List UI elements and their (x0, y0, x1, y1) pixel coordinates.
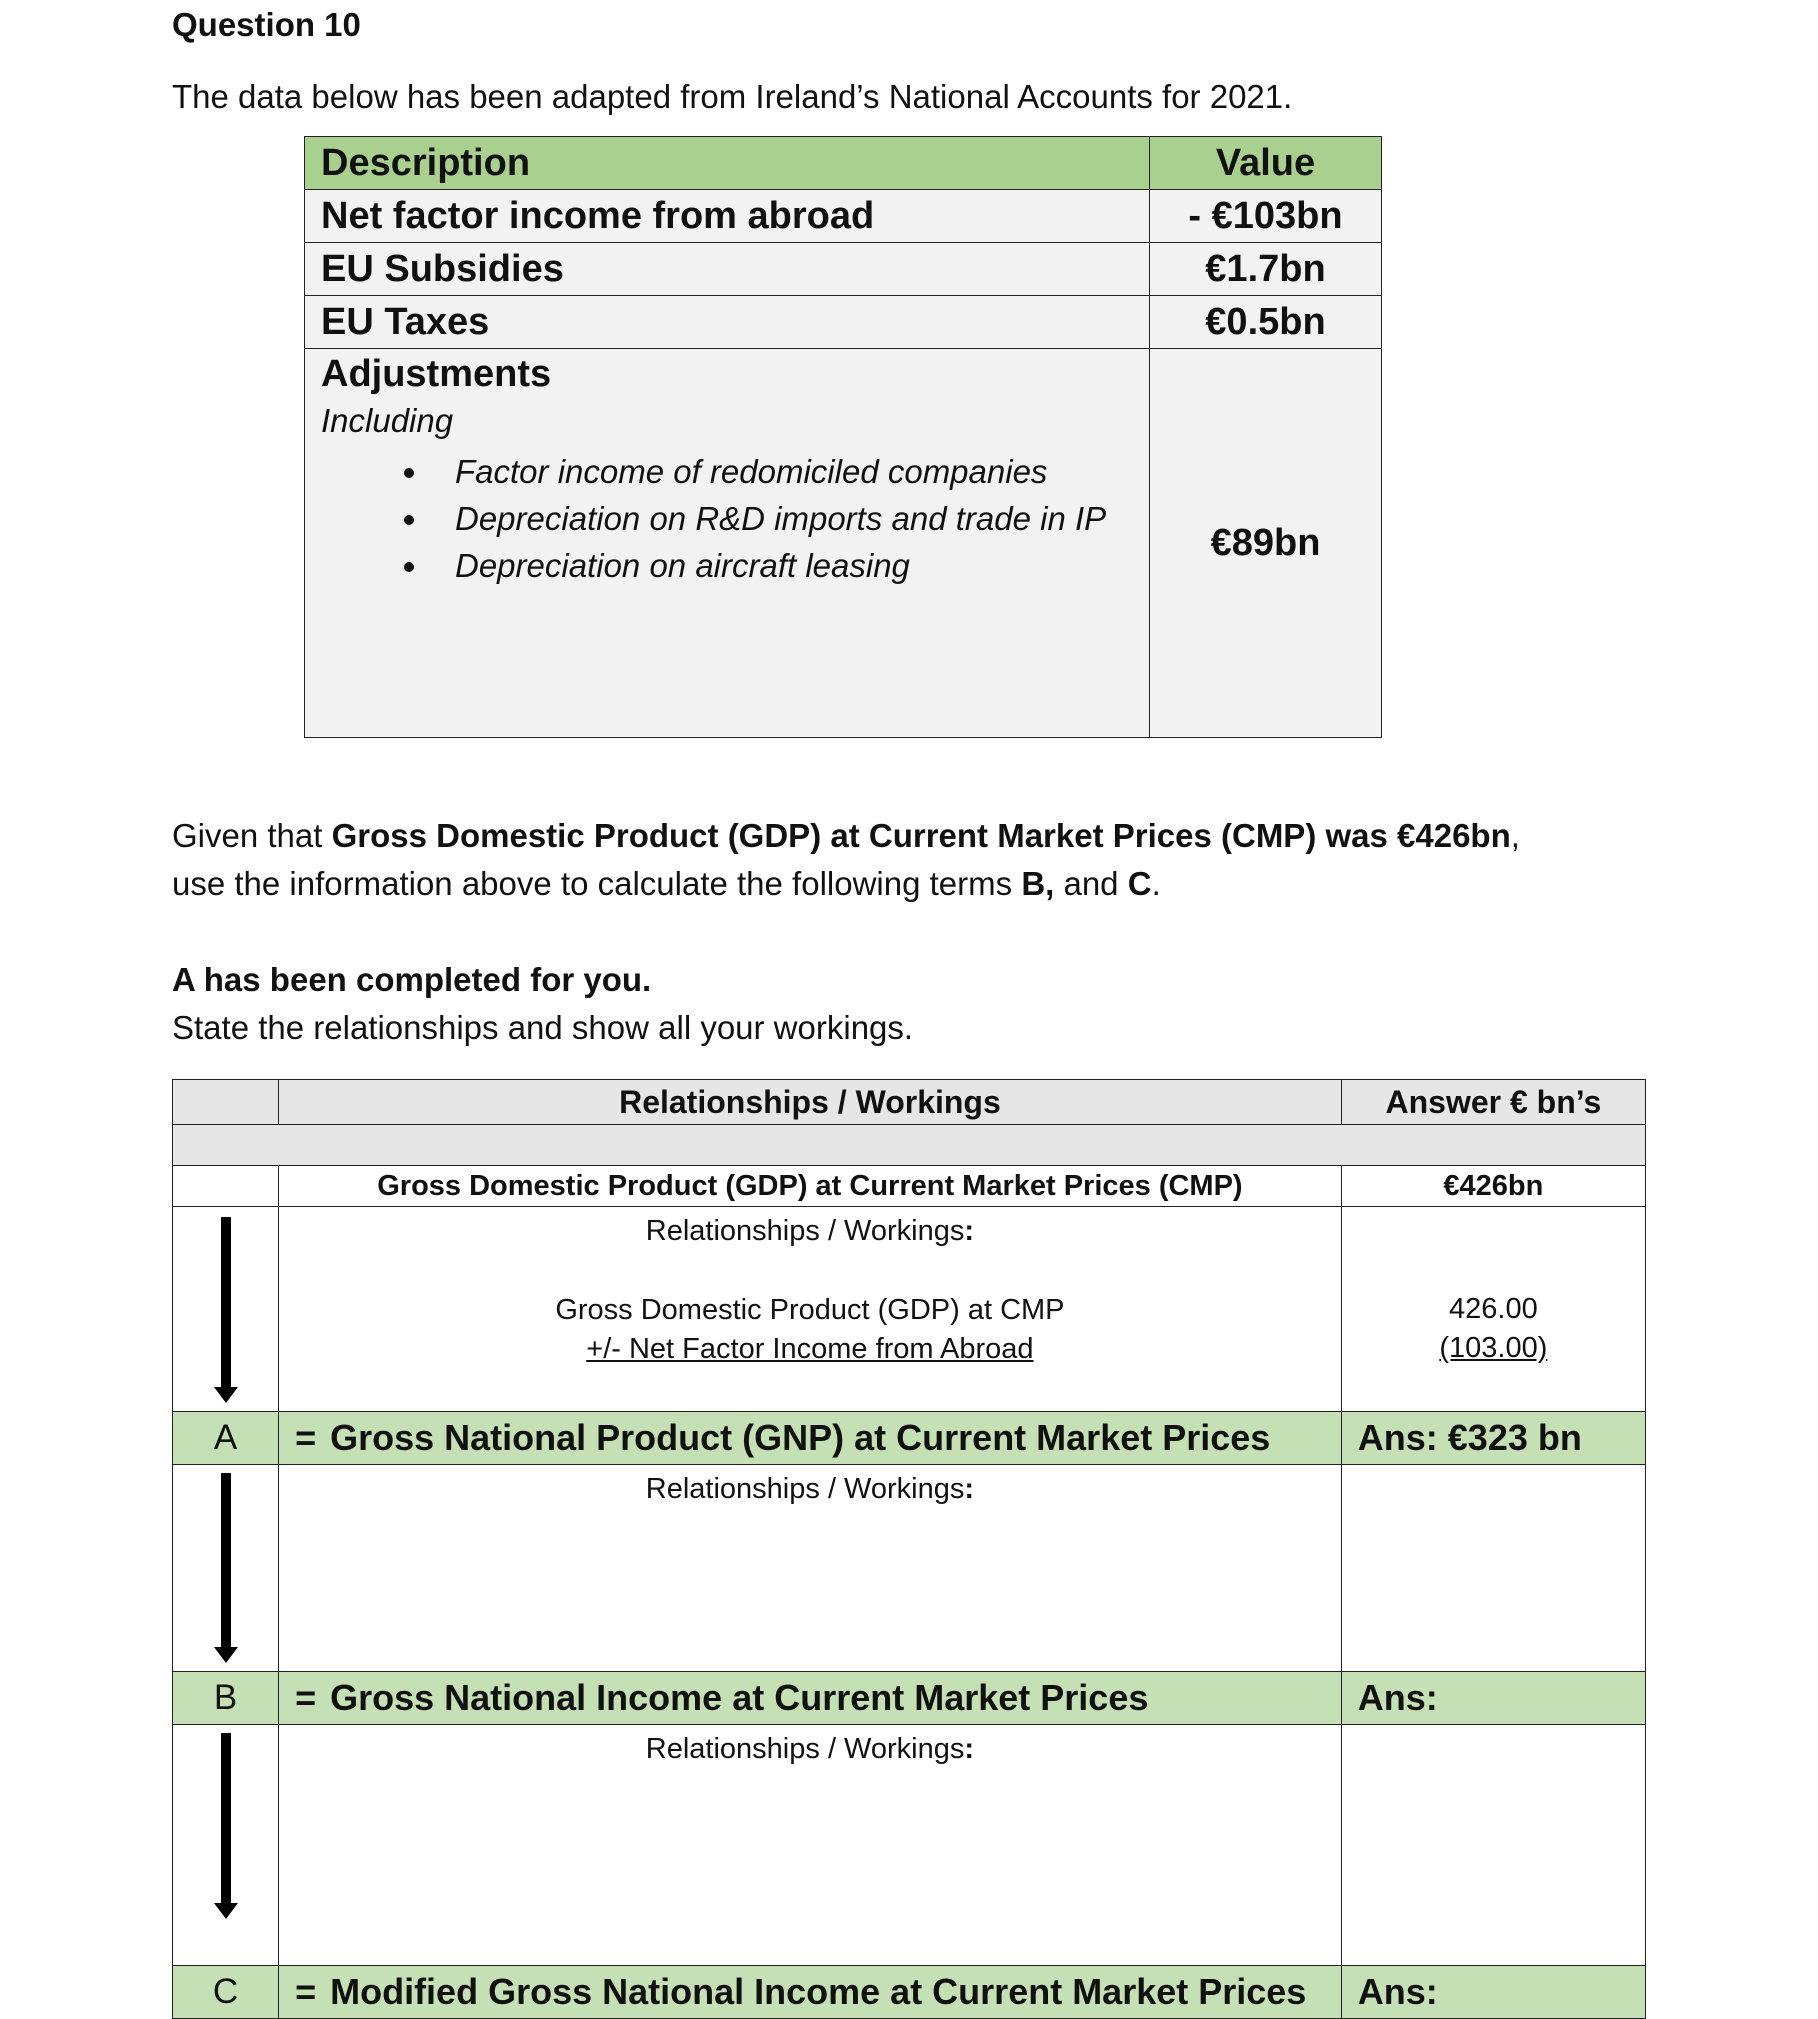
workings-label: Relationships / Workings (645, 1473, 965, 1505)
row-value: €1.7bn (1150, 243, 1382, 296)
table-row (305, 190, 1382, 243)
gdp-letter-cell (173, 1166, 279, 1207)
term-c: C (1127, 865, 1152, 902)
workings-label: Relationships / Workings (645, 1215, 965, 1247)
row-description: Net factor income from abroad (305, 190, 1150, 243)
row-value: - €103bn (1150, 190, 1382, 243)
table-row (305, 243, 1382, 296)
result-row-c (173, 1966, 1646, 2019)
given-suffix: , (1510, 817, 1520, 854)
blank-row (173, 1125, 1646, 1166)
arrow-cell (173, 1465, 279, 1672)
workings-colon: : (964, 1215, 975, 1247)
workings-colon: : (964, 1733, 975, 1765)
adjustments-title: Adjustments (321, 353, 552, 395)
workings-table (172, 1079, 1646, 2019)
answer-header: Answer € bn’s (1341, 1080, 1645, 1125)
workings-area-b[interactable] (279, 1465, 1342, 1672)
description-header: Description (305, 137, 1150, 190)
row-value: €0.5bn (1150, 296, 1382, 349)
given-line2: use the information above to calculate the following terms (172, 865, 1022, 902)
adjustments-value: €89bn (1150, 349, 1382, 738)
equals-sign: = (295, 1677, 317, 1718)
result-answer[interactable]: Ans: €323 bn (1341, 1412, 1645, 1465)
arrow-cell (173, 1725, 279, 1966)
list-item: • Depreciation on aircraft leasing (431, 542, 1133, 589)
row-description: EU Taxes (305, 296, 1150, 349)
national-accounts-table (304, 136, 1382, 738)
result-row-a (173, 1412, 1646, 1465)
value-header: Value (1150, 137, 1382, 190)
answer-value: 426.00 (1449, 1293, 1538, 1325)
arrow-cell (173, 1207, 279, 1412)
given-paragraph (172, 812, 1520, 908)
workings-area-c[interactable] (279, 1725, 1342, 1966)
workings-colon: : (964, 1473, 975, 1505)
term-b: B, (1021, 865, 1055, 902)
adjustments-list (321, 448, 1133, 589)
question-title: Question 10 (172, 6, 361, 43)
workings-row-b (173, 1465, 1646, 1672)
intro-text: The data below has been adapted from Ireland’s National Accounts for 2021. (172, 78, 1293, 115)
answer-area-a[interactable] (1341, 1207, 1645, 1412)
row-letter: B (173, 1672, 279, 1725)
adjustments-cell (305, 349, 1150, 738)
answer-area-c[interactable] (1341, 1725, 1645, 1966)
gdp-label: Gross Domestic Product (GDP) at Current Market Prices (CMP) (279, 1166, 1342, 1207)
answer-value: (103.00) (1439, 1332, 1548, 1364)
answer-area-b[interactable] (1341, 1465, 1645, 1672)
given-bold: Gross Domestic Product (GDP) at Current Market Prices (CMP) was €426bn (331, 817, 1511, 854)
result-text: Modified Gross National Income at Current Market Prices (330, 1971, 1307, 2012)
given-and: and (1054, 865, 1128, 902)
row-letter: C (173, 1966, 279, 2019)
workings-row-c (173, 1725, 1646, 1966)
blank-cell (173, 1125, 1646, 1166)
workings-label: Relationships / Workings (645, 1733, 965, 1765)
gdp-row (173, 1166, 1646, 1207)
row-description: EU Subsidies (305, 243, 1150, 296)
equals-sign: = (295, 1971, 317, 2012)
result-label (279, 1412, 1342, 1465)
row-letter: A (173, 1412, 279, 1465)
result-text: Gross National Income at Current Market Prices (330, 1677, 1149, 1718)
adjustments-subtitle: Including (321, 402, 454, 439)
result-text: Gross National Product (GNP) at Current Market Prices (330, 1417, 1271, 1458)
result-label (279, 1672, 1342, 1725)
given-end: . (1151, 865, 1161, 902)
workings-area-a[interactable] (279, 1207, 1342, 1412)
down-arrow-icon (173, 1725, 279, 1965)
workings-row-a (173, 1207, 1646, 1412)
state-note: State the relationships and show all your workings. (172, 1009, 914, 1046)
equals-sign: = (295, 1417, 317, 1458)
completed-note: A has been completed for you. (172, 961, 652, 998)
result-answer[interactable]: Ans: (1341, 1672, 1645, 1725)
down-arrow-icon (173, 1207, 279, 1411)
result-row-b (173, 1672, 1646, 1725)
gdp-answer: €426bn (1341, 1166, 1645, 1207)
down-arrow-icon (173, 1465, 279, 1671)
instructions (172, 956, 913, 1052)
workings-header-row (173, 1080, 1646, 1125)
adjustments-row (305, 349, 1382, 738)
workings-header: Relationships / Workings (279, 1080, 1342, 1125)
working-line: Gross Domestic Product (GDP) at CMP (555, 1294, 1065, 1326)
working-line: +/- Net Factor Income from Abroad (586, 1333, 1034, 1365)
letter-header (173, 1080, 279, 1125)
result-answer[interactable]: Ans: (1341, 1966, 1645, 2019)
list-item: • Factor income of redomiciled companies (431, 448, 1133, 495)
result-label (279, 1966, 1342, 2019)
given-prefix: Given that (172, 817, 332, 854)
table-header-row (305, 137, 1382, 190)
table-row (305, 296, 1382, 349)
list-item: • Depreciation on R&D imports and trade in IP (431, 495, 1133, 542)
